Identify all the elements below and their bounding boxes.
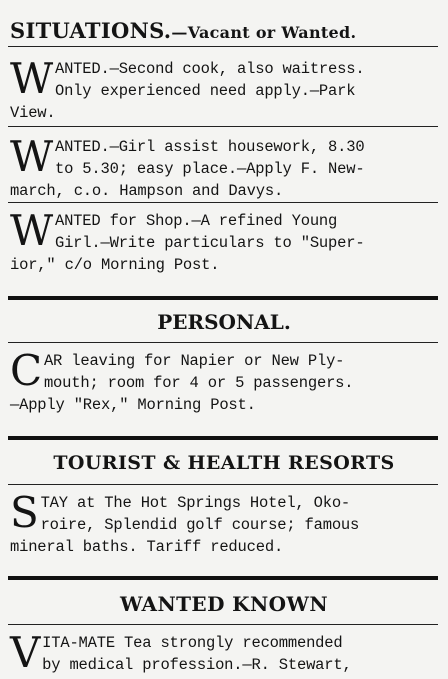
ad-personal-1 bbox=[10, 346, 440, 416]
ad-line: ANTED for Shop.—A refined Young bbox=[54, 212, 338, 230]
ad-line: Girl.—Write particulars to "Super- bbox=[54, 234, 365, 252]
ad-line: march, c.o. Hampson and Davys. bbox=[10, 182, 284, 200]
ad-line: roire, Splendid golf course; famous bbox=[40, 516, 360, 534]
section-heading-personal: PERSONAL. bbox=[157, 310, 291, 334]
divider bbox=[8, 202, 438, 203]
dropcap: W bbox=[10, 54, 53, 103]
ad-line: —Apply "Rex," Morning Post. bbox=[10, 396, 256, 414]
section-heading-tourist: TOURIST & HEALTH RESORTS bbox=[53, 452, 395, 474]
dropcap: W bbox=[10, 206, 53, 255]
ad-situations-1 bbox=[10, 54, 440, 124]
section-heading-situations bbox=[10, 18, 440, 43]
heading-situations-sub: —Vacant or Wanted. bbox=[171, 23, 357, 42]
dropcap: C bbox=[10, 346, 42, 395]
dropcap: W bbox=[10, 132, 53, 181]
ad-line: by medical profession.—R. Stewart, bbox=[42, 656, 352, 674]
ad-wanted-known-1 bbox=[10, 628, 440, 677]
section-divider bbox=[8, 296, 438, 300]
heading-situations-main: SITUATIONS. bbox=[10, 18, 172, 43]
section-divider bbox=[8, 576, 438, 580]
ad-line: AR leaving for Napier or New Ply- bbox=[43, 352, 345, 370]
ad-line: View. bbox=[10, 104, 56, 122]
divider bbox=[8, 484, 438, 485]
ad-line: to 5.30; easy place.—Apply F. New- bbox=[54, 160, 365, 178]
ad-line: Only experienced need apply.—Park bbox=[54, 82, 356, 100]
ad-line: TAY at The Hot Springs Hotel, Oko- bbox=[40, 494, 351, 512]
dropcap: V bbox=[10, 628, 41, 677]
ad-situations-2 bbox=[10, 132, 440, 202]
ad-line: ANTED.—Girl assist housework, 8.30 bbox=[54, 138, 365, 156]
ad-tourist-1 bbox=[10, 488, 440, 558]
ad-line: mouth; room for 4 or 5 passengers. bbox=[43, 374, 354, 392]
divider bbox=[8, 624, 438, 625]
section-heading-wanted-known: WANTED KNOWN bbox=[119, 592, 329, 616]
section-divider bbox=[8, 436, 438, 440]
divider bbox=[8, 342, 438, 343]
divider bbox=[8, 46, 438, 47]
dropcap: S bbox=[10, 488, 39, 537]
ad-line: ANTED.—Second cook, also waitress. bbox=[54, 60, 365, 78]
ad-line: mineral baths. Tariff reduced. bbox=[10, 538, 284, 556]
ad-line: ior," c/o Morning Post. bbox=[10, 256, 220, 274]
divider bbox=[8, 126, 438, 127]
ad-situations-3 bbox=[10, 206, 440, 276]
ad-line: ITA-MATE Tea strongly recommended bbox=[42, 634, 343, 652]
